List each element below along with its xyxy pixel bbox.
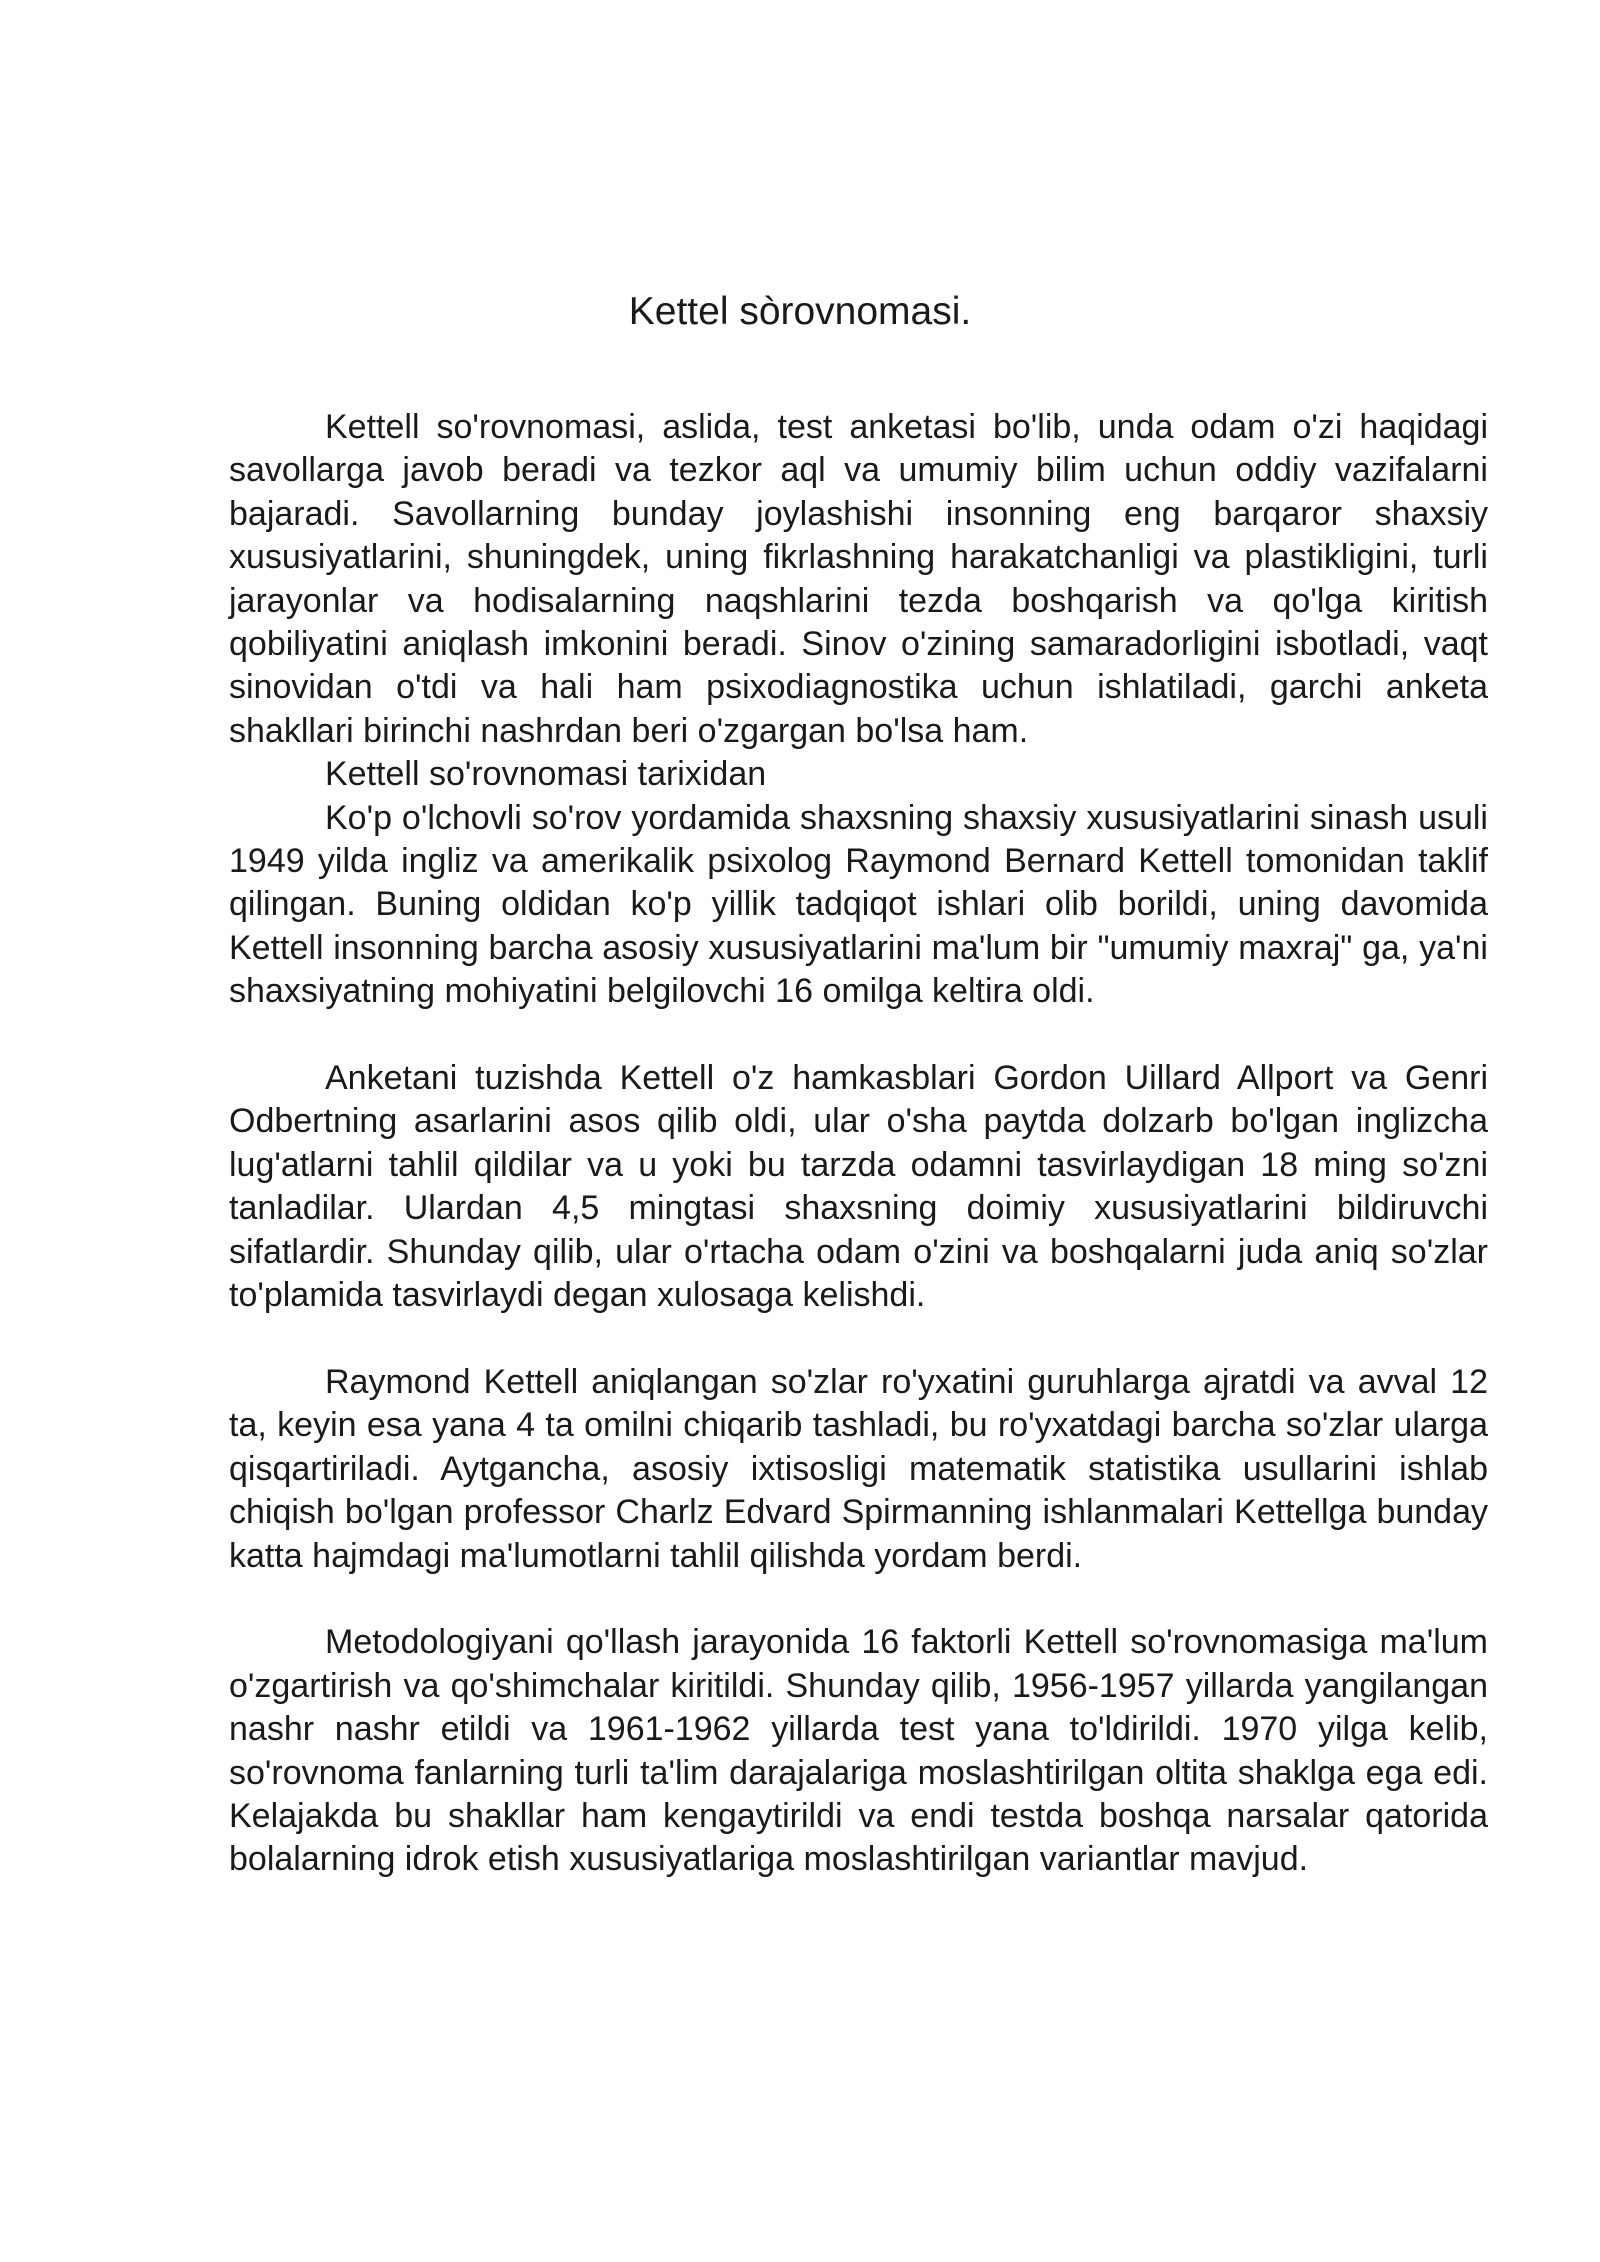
document-body [229,406,1488,1882]
paragraph-spacer [229,1318,1488,1361]
paragraph-history-heading: Kettell so'rovnomasi tarixidan [325,755,767,794]
paragraph-intro: Kettell so'rovnomasi, aslida, test anketasi bo'lib, unda odam o'zi haqidagi savollarga javob beradi va tezkor aql va umumiy bilim uchun oddiy vazifalarni bajaradi. Savollarning bunday joylashishi insonning eng barqaror shaxsiy xususiyatlarini, shuningdek, uning fikrlashning harakatchanligi va plastikligini, turli jarayonlar va hodisalarning naqshlarini tezda boshqarish va qo'lga kiritish qobiliyatini aniqlash imkonini beradi. Sinov o'zining samaradorligini isbotladi, vaqt sinovidan o'tdi va hali ham psixodiagnostika uchun ishlatiladi, garchi anketa shakllari birinchi nashrdan beri o'zgargan bo'lsa ham. [229,408,1488,750]
paragraph-methodology: Metodologiyani qo'llash jarayonida 16 faktorli Kettell so'rovnomasiga ma'lum o'zgartirish va qo'shimchalar kiritildi. Shunday qilib, 1956-1957 yillarda yangilangan nashr nashr etildi va 1961-1962 yillarda test yana to'ldirildi. 1970 yilga kelib, so'rovnoma fanlarning turli ta'lim darajalariga moslashtirilgan oltita shaklga ega edi. Kelajakda bu shakllar ham kengaytirildi va endi testda boshqa narsalar qatorida bolalarning idrok etish xususiyatlariga moslashtirilgan variantlar mavjud. [229,1623,1488,1879]
document-title: Kettel sòrovnomasi. [628,290,972,333]
paragraph-spacer [229,1578,1488,1621]
paragraph-factors: Raymond Kettell aniqlangan so'zlar ro'yxatini guruhlarga ajratdi va avval 12 ta, keyin esa yana 4 ta omilni chiqarib tashladi, bu ro'yxatdagi barcha so'zlar ularga qisqartiriladi. Aytgancha, asosiy ixtisosligi matematik statistika usullarini ishlab chiqish bo'lgan professor Charlz Edvard Spirmanning ishlanmalari Kettellga bunday katta hajmdagi ma'lumotlarni tahlil qilishda yordam berdi. [229,1362,1488,1575]
paragraph-questionnaire: Anketani tuzishda Kettell o'z hamkasblari Gordon Uillard Allport va Genri Odbertning asarlarini asos qilib oldi, ular o'sha paytda dolzarb bo'lgan inglizcha lug'atlarni tahlil qildilar va u yoki bu tarzda odamni tasvirlaydigan 18 ming so'zni tanladilar. Ulardan 4,5 mingtasi shaxsning doimiy xususiyatlarini bildiruvchi sifatlardir. Shunday qilib, ular o'rtacha odam o'zini va boshqalarni juda aniq so'zlar to'plamida tasvirlaydi degan xulosaga kelishdi. [229,1059,1488,1315]
paragraph-spacer [229,1014,1488,1057]
paragraph-history: Ko'p o'lchovli so'rov yordamida shaxsning shaxsiy xususiyatlarini sinash usuli 1949 yilda ingliz va amerikalik psixolog Raymond Bernard Kettell tomonidan taklif qilingan. Buning oldidan ko'p yillik tadqiqot ishlari olib borildi, uning davomida Kettell insonning barcha asosiy xususiyatlarini ma'lum bir "umumiy maxraj" ga, ya'ni shaxsiyatning mohiyatini belgilovchi 16 omilga keltira oldi. [229,798,1488,1011]
